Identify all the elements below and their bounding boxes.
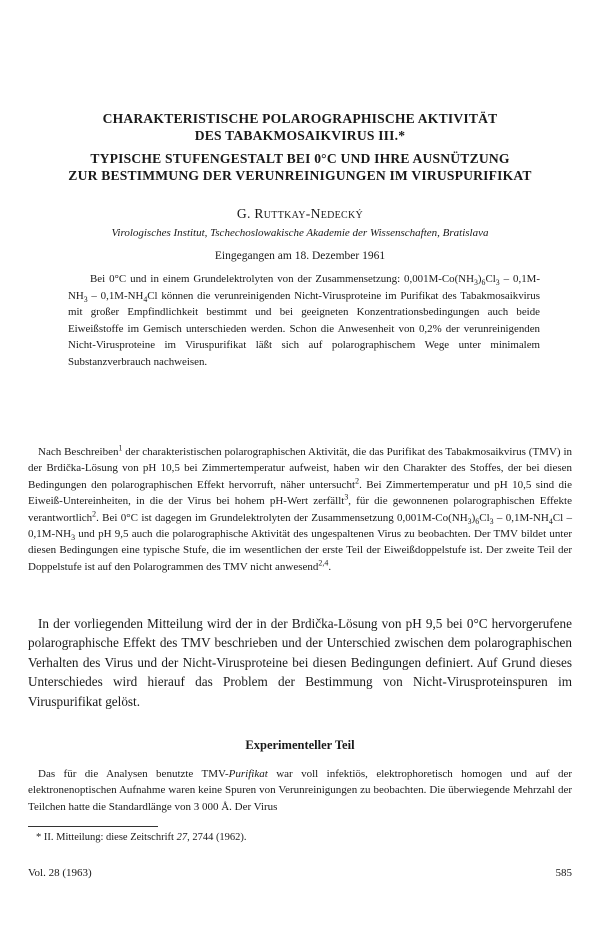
- title-line-2: DES TABAKMOSAIKVIRUS III.*: [194, 128, 406, 143]
- title-line-1: CHARAKTERISTISCHE POLAROGRAPHISCHE AKTIVITÄT: [102, 111, 498, 126]
- reference-marker: 3: [344, 492, 349, 502]
- section-heading: Experimenteller Teil: [245, 738, 355, 752]
- affiliation: Virologisches Institut, Tschechoslowakische Akademie der Wissenschaften, Bratislava: [111, 227, 489, 239]
- author-name: Ruttkay-Nedecký: [254, 206, 364, 221]
- author-initial: G.: [236, 206, 255, 221]
- received-date: Eingegangen am 18. Dezember 1961: [214, 250, 386, 262]
- author: [0, 206, 600, 222]
- intro-paragraph-2: In der vorliegenden Mitteilung wird der in der Brdička-Lösung von pH 9,5 bei 0°C hervorgerufene polarographische Effekt des TMV beschrieben und der Unterschied zwischen dem polarographischen Verhalten des Virus und der Nicht-Virusproteine bei diesen Bedingungen definiert. Auf Grund dieses Unterschiedes wird hierauf das Problem der Bestimmung von Nicht-Virusproteinspuren im Viruspurifikat gelöst.: [28, 616, 572, 709]
- reference-marker: 2,4: [318, 558, 329, 568]
- subtitle-line-1: TYPISCHE STUFENGESTALT BEI 0°C UND IHRE AUSNÜTZUNG: [90, 151, 510, 166]
- subtitle-line-2: ZUR BESTIMMUNG DER VERUNREINIGUNGEN IM VIRUSPURIFIKAT: [68, 168, 532, 183]
- abstract: Bei 0°C und in einem Grundelektrolyten von der Zusammensetzung: $0,001M-Co(NH_3)_6Cl_3 - 0,1M-NH_3 - 0,1M-NH_4Cl$ können die verunreinigenden Nicht-Virusproteine im Purifikat des Tabakmosaikvirus mit großer Empfindlichkeit bestimmt und bei geeigneten Konzentrationsbedingungen auch beide Eiweißstoffe im Gemisch unterschieden werden. Schon die Anwesenheit von 0,2% der verunreinigenden Nicht-Virusproteine im Viruspurifikat läßt sich auf polarographischem Wege unter minimalem Substanzverbrauch nachweisen.: [68, 273, 540, 368]
- footnote-rule: [28, 826, 158, 827]
- reference-marker: 1: [118, 443, 123, 453]
- reference-marker: 2: [92, 508, 97, 518]
- intro-paragraph-1: Nach Beschreiben$^1$ der charakteristischen polarographischen Aktivität, die das Purifikat des Tabakmosaikvirus (TMV) in der Brdička-Lösung von pH 10,5 bei Zimmertemperatur aufweist, haben wir den Charakter des Stoffes, der bei diesen Bedingungen den polarographischen Effekt hervorruft, näher untersucht$^2$. Bei Zimmertemperatur und pH 10,5 sind die Eiweiß-Untereinheiten, in die der Virus bei hohem pH-Wert zerfällt$^3$, für die gewonnenen polarographischen Effekte verantwortlich$^2$. Bei 0°C ist dagegen im Grundelektrolyten der Zusammensetzung $0,001M-Co(NH_3)_6Cl_3 - 0,1M-NH_4Cl - 0,1M-NH_3$ und pH 9,5 auch die polarographische Aktivität des ungespaltenen Virus zu beobachten. Der TMV bildet unter diesen Bedingungen eine typische Stufe, die im wesentlichen der erste Teil der Eiweißdoppelstufe ist. Der zweite Teil der Doppelstufe ist auf den Polarogrammen des TMV nicht anwesend$^{2,4}$.: [28, 443, 573, 573]
- page-number: 585: [555, 867, 572, 879]
- reference-marker: 2: [355, 476, 360, 486]
- footnote: * II. Mitteilung: diese Zeitschrift 27, 2744 (1962).: [36, 832, 247, 843]
- experimental-paragraph: Das für die Analysen benutzte TMV-Purifikat war voll infektiös, elektrophoretisch homogen und auf der elektronenoptischen Aufnahme waren keine Spuren von Verunreinigungen zu beobachten. Die überwiegende Mehrzahl der Teilchen hatte die Standardlänge von 3 000 Å. Der Virus: [28, 768, 572, 813]
- volume-info: Vol. 28 (1963): [28, 867, 92, 879]
